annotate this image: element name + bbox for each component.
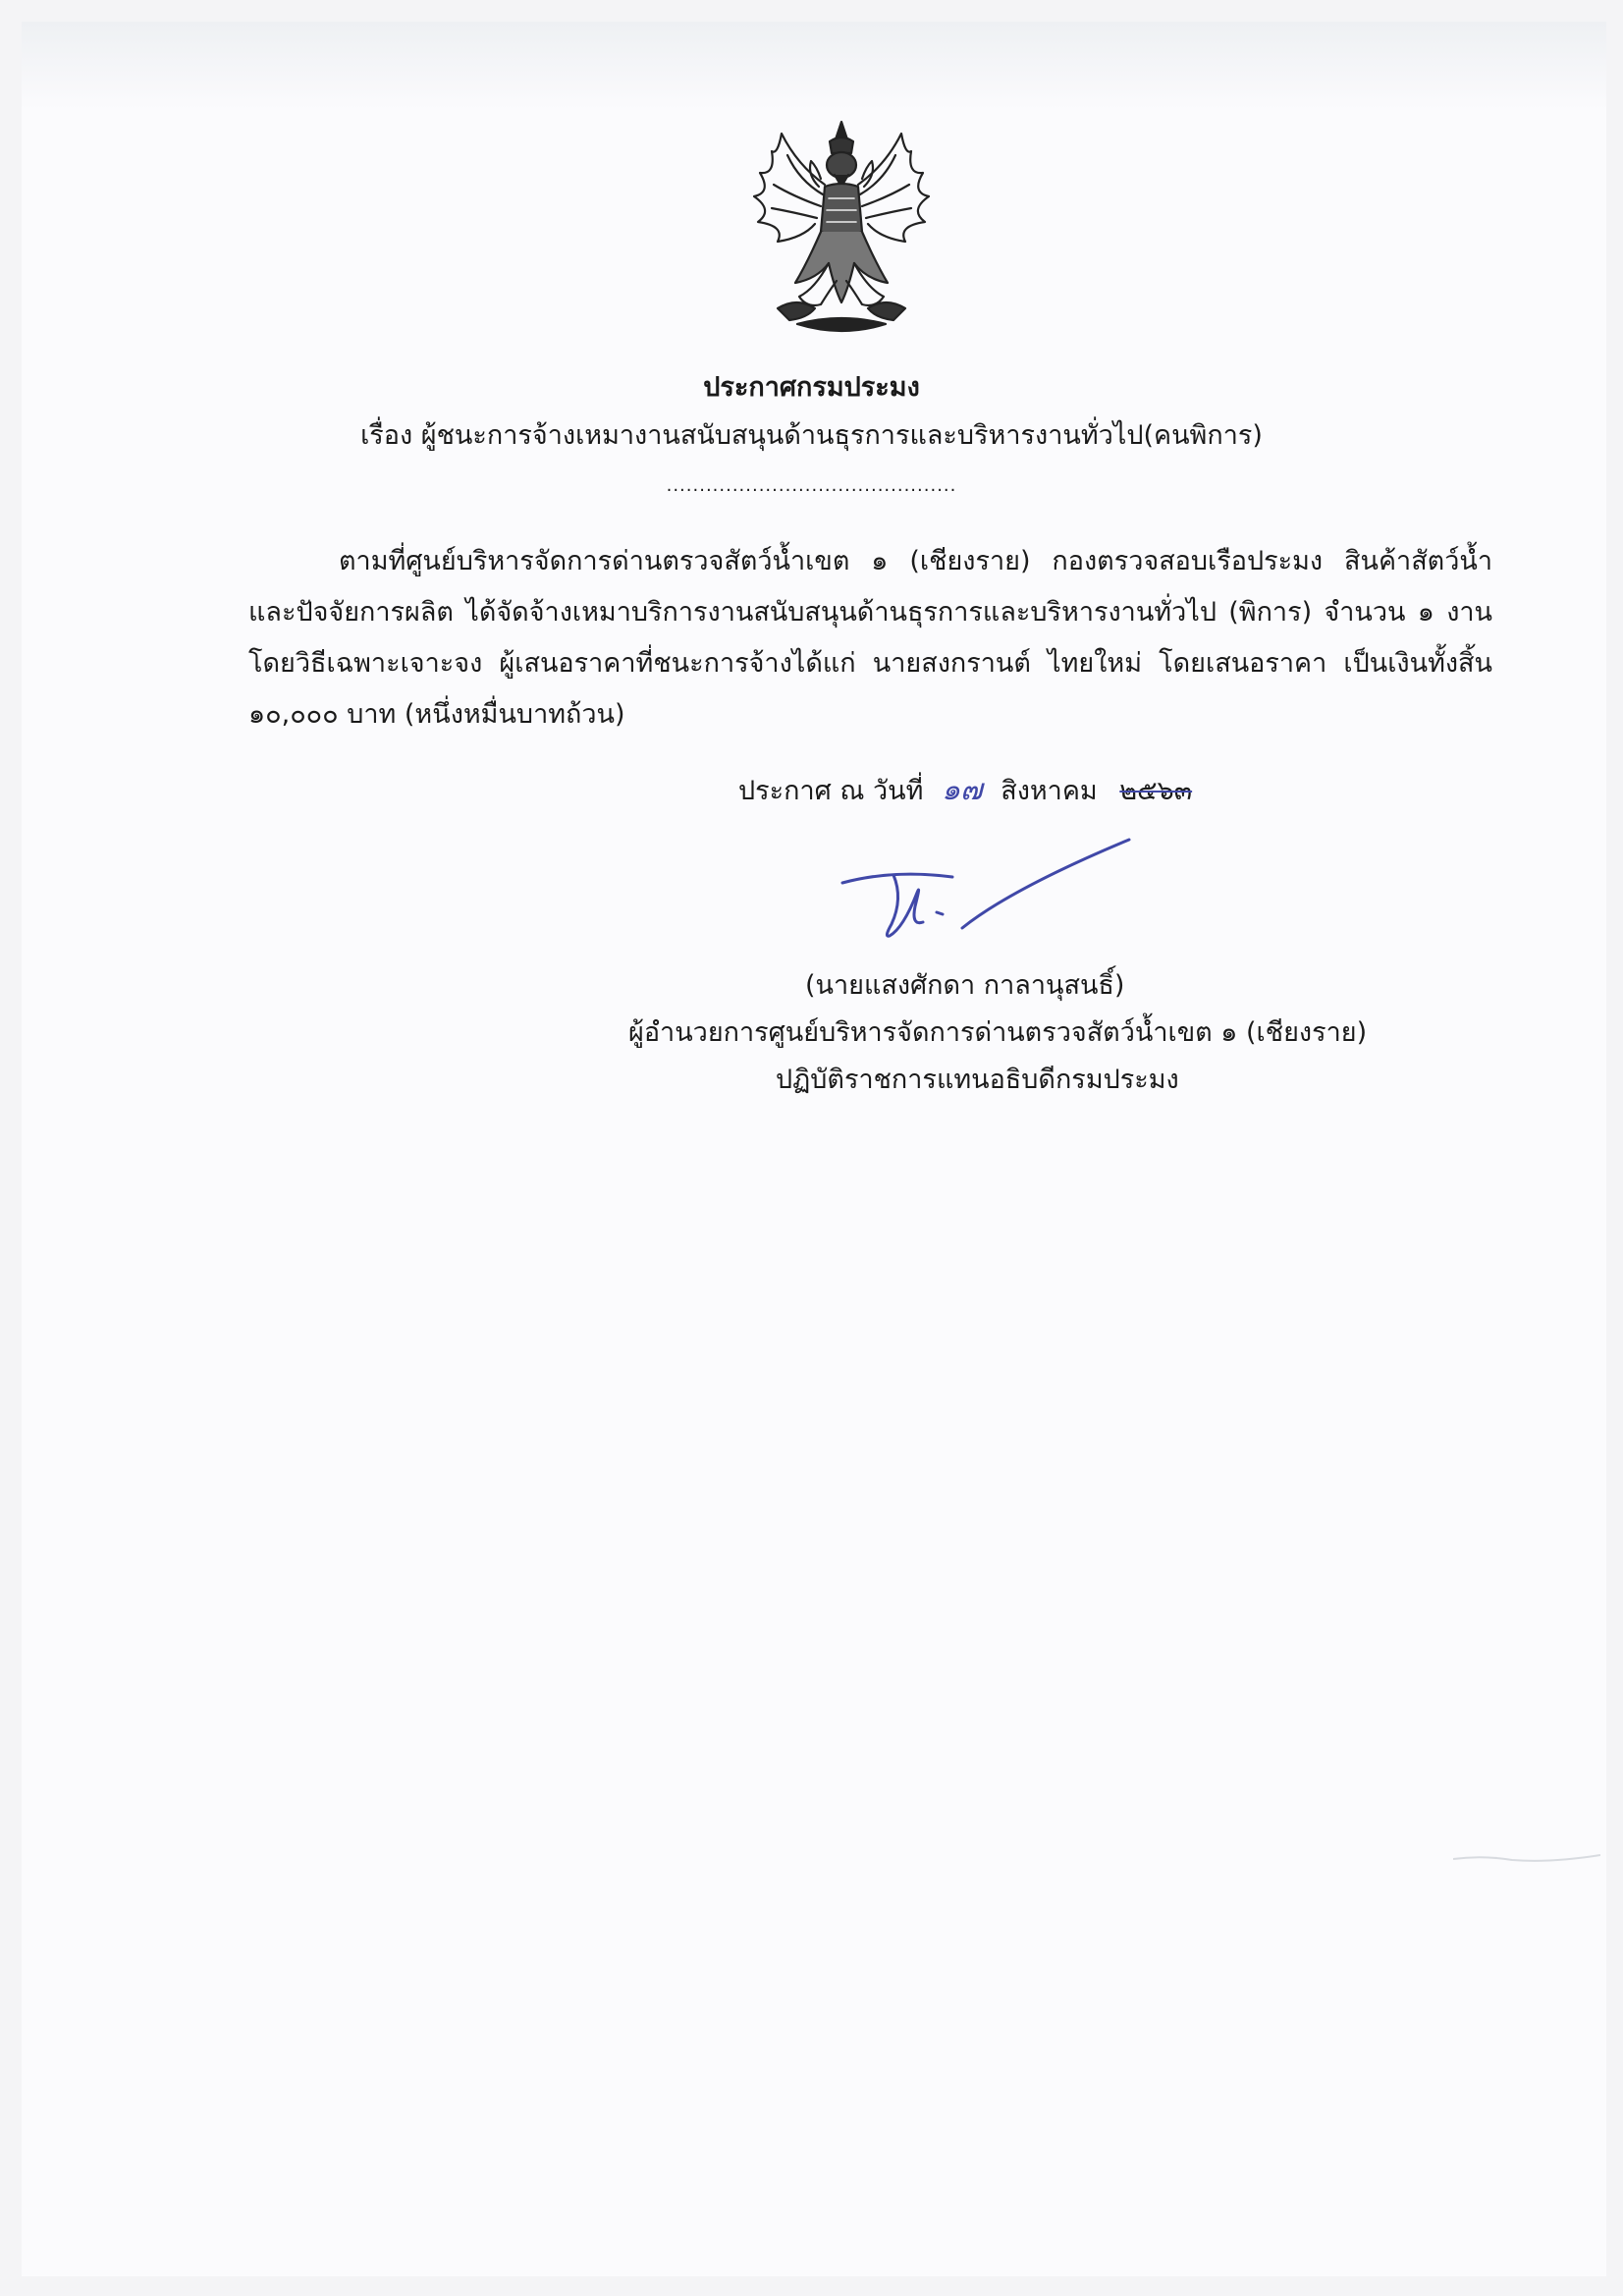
body-line-1: ตามที่ศูนย์บริหารจัดการด่านตรวจสัตว์น้ำเขต ๑ (เชียงราย) กองตรวจสอบเรือประมง สินค้าสัตว์น้ำ	[339, 546, 1492, 576]
separator-dots: ............................................	[666, 475, 957, 496]
signer-name: (นายแสงศักดา กาลานุสนธิ์)	[805, 970, 1125, 1001]
announce-date-line	[738, 773, 1193, 807]
signer-position: ผู้อำนวยการศูนย์บริหารจัดการด่านตรวจสัตว์น้ำเขต ๑ (เชียงราย)	[628, 1017, 1368, 1048]
body-line-2: และปัจจัยการผลิต ได้จัดจ้างเหมาบริการงานสนับสนุนด้านธุรการและบริหารงานทั่วไป (พิการ) จำนวน ๑ งาน	[248, 597, 1492, 628]
announce-prefix: ประกาศ ณ วันที่	[738, 776, 924, 806]
document-subject: เรื่อง ผู้ชนะการจ้างเหมางานสนับสนุนด้านธุรการและบริหารงานทั่วไป(คนพิการ)	[360, 420, 1263, 451]
body-line-4: ๑๐,๐๐๐ บาท (หนึ่งหมื่นบาทถ้วน)	[248, 699, 625, 730]
announce-month: สิงหาคม	[1001, 776, 1098, 806]
scan-shadow	[22, 22, 1606, 110]
announce-year: ๒๕๖๓	[1119, 776, 1193, 806]
document-page	[22, 22, 1606, 2276]
paper-crease-mark	[1453, 1851, 1600, 1865]
garuda-emblem-icon	[738, 116, 945, 342]
signer-acting: ปฏิบัติราชการแทนอธิบดีกรมประมง	[776, 1065, 1179, 1095]
body-line-3: โดยวิธีเฉพาะเจาะจง ผู้เสนอราคาที่ชนะการจ้างได้แก่ นายสงกรานต์ ไทยใหม่ โดยเสนอราคา เป็นเงินทั้งสิ้น	[248, 648, 1492, 679]
document-title: ประกาศกรมประมง	[703, 372, 920, 403]
signature-image	[835, 830, 1139, 948]
announce-day: ๑๗	[942, 773, 983, 807]
